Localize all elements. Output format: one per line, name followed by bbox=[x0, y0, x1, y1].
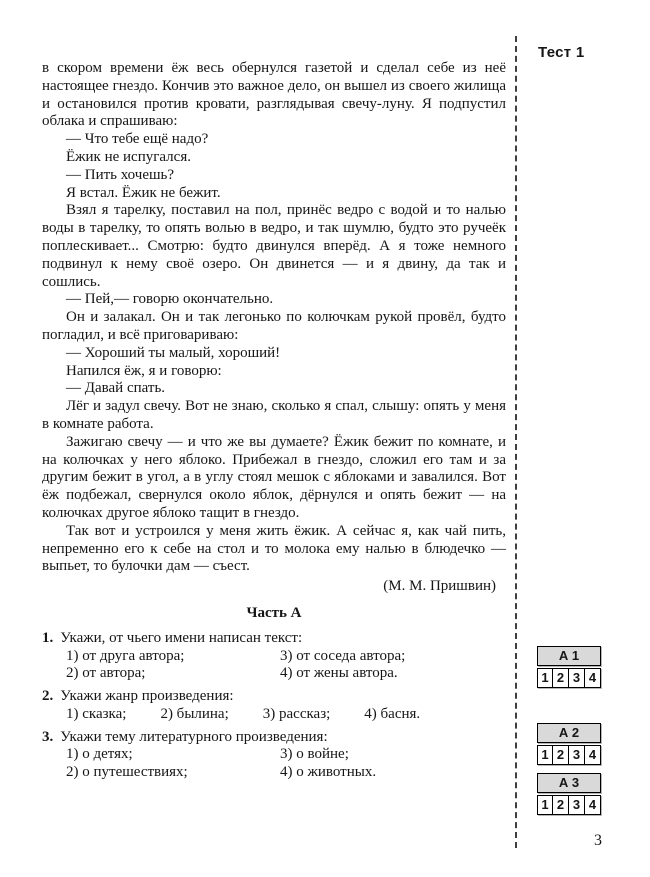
option: 4) от жены автора. bbox=[280, 665, 398, 682]
answer-cell: 4 bbox=[585, 745, 601, 765]
story-paragraph: Взял я тарелку, поставил на пол, принёс ведро с водой и то налью воды в тарелку, то опять волью в ведро, и так шумлю, будто это ручеёк поплескивает... Смотрю: будто двинулся вперёд. А я тоже немного подвинул к нему своё озеро. Он двинется — и я двину, да так и сошлись. bbox=[42, 202, 506, 290]
story-attribution: (М. М. Пришвин) bbox=[383, 578, 496, 595]
question-1-label: Укажи, от чьего имени написан текст: bbox=[60, 629, 303, 646]
answer-box-a2-cells bbox=[537, 745, 601, 765]
story-paragraph: Зажигаю свечу — и что же вы думаете? Ёжик бежит по комнате, и на колючках у него яблоко. Прибежал в гнездо, сложил его там и за другим бежит в угол, а в углу стоял мешок с яблоками и завалился. Вот ёж подбежал, свернулся около яблок, дёрнулся и опять бежит — на колючках другое яблоко тащит в гнездо. bbox=[42, 433, 506, 521]
part-a-title: Часть А bbox=[246, 604, 302, 621]
option: 3) рассказ; bbox=[262, 705, 331, 722]
option: 1) о детях; bbox=[66, 746, 133, 763]
story-paragraph: — Давай спать. bbox=[66, 380, 166, 397]
story-paragraph: Ёжик не испугался. bbox=[66, 148, 191, 165]
option: 3) о войне; bbox=[280, 746, 349, 763]
question-3-number: 3. bbox=[42, 728, 54, 745]
option: 1) от друга автора; bbox=[66, 647, 185, 664]
story-paragraph: — Пей,— говорю окончательно. bbox=[66, 291, 274, 308]
answer-box-a3-label: А 3 bbox=[537, 773, 601, 793]
margin-dashed-divider bbox=[515, 36, 517, 848]
main-text-column bbox=[42, 60, 506, 782]
story-paragraph: — Хороший ты малый, хороший! bbox=[66, 344, 281, 361]
question-1 bbox=[42, 630, 506, 683]
question-2-label: Укажи жанр произведения: bbox=[60, 688, 234, 705]
story-paragraph: Я встал. Ёжик не бежит. bbox=[66, 184, 221, 201]
story-paragraph: Напился ёж, я и говорю: bbox=[66, 362, 222, 379]
answer-cell: 1 bbox=[537, 745, 553, 765]
story-paragraph: — Пить хочешь? bbox=[66, 166, 175, 183]
question-2-text bbox=[42, 688, 506, 706]
answer-cell: 4 bbox=[585, 668, 601, 688]
answer-box-a1-cells bbox=[537, 668, 601, 688]
question-2-number: 2. bbox=[42, 688, 54, 705]
option: 4) басня. bbox=[364, 705, 421, 722]
option: 2) от автора; bbox=[66, 665, 146, 682]
answer-box-a1-label: А 1 bbox=[537, 646, 601, 666]
story-paragraph: в скором времени ёж весь обернулся газетой и сделал себе из неё настоящее гнездо. Кончив это важное дело, он вышел из своего жилища и остановился против кровати, разглядывая свечу-луну. Я подпустил облака и спрашиваю: bbox=[42, 60, 506, 130]
answer-cell: 1 bbox=[537, 795, 553, 815]
question-3-label: Укажи тему литературного произведения: bbox=[60, 728, 328, 745]
question-1-options bbox=[66, 648, 506, 684]
answer-box-a3 bbox=[537, 773, 601, 815]
question-2-options bbox=[66, 706, 506, 724]
option: 2) о путешествиях; bbox=[66, 764, 188, 781]
answer-box-a3-cells bbox=[537, 795, 601, 815]
option: 2) былина; bbox=[160, 705, 229, 722]
option: 3) от соседа автора; bbox=[280, 647, 406, 664]
answer-cell: 3 bbox=[569, 745, 585, 765]
answer-cell: 2 bbox=[553, 795, 569, 815]
answer-cell: 2 bbox=[553, 745, 569, 765]
story-paragraph: Так вот и устроился у меня жить ёжик. А сейчас я, как чай пить, непременно его к себе на стол и то молока ему налью в блюдечко — выпьет, то булочки дам — съест. bbox=[42, 522, 506, 575]
question-3-options bbox=[66, 746, 506, 782]
question-3 bbox=[42, 729, 506, 782]
answer-box-a1 bbox=[537, 646, 601, 688]
test-label: Тест 1 bbox=[538, 44, 585, 61]
story-paragraph: — Что тебе ещё надо? bbox=[66, 131, 209, 148]
answer-box-a2-label: А 2 bbox=[537, 723, 601, 743]
option: 1) сказка; bbox=[66, 705, 127, 722]
page-number: 3 bbox=[594, 832, 602, 849]
question-3-text bbox=[42, 729, 506, 747]
option: 4) о животных. bbox=[280, 764, 377, 781]
question-2 bbox=[42, 688, 506, 724]
answer-cell: 4 bbox=[585, 795, 601, 815]
story-paragraph: Лёг и задул свечу. Вот не знаю, сколько я спал, слышу: опять у меня в комнате работа. bbox=[42, 398, 506, 432]
answer-cell: 3 bbox=[569, 795, 585, 815]
question-1-text bbox=[42, 630, 506, 648]
answer-cell: 2 bbox=[553, 668, 569, 688]
story-paragraph: Он и залакал. Он и так легонько по колючкам рукой провёл, будто погладил, и всё приговариваю: bbox=[42, 309, 506, 343]
question-1-number: 1. bbox=[42, 629, 54, 646]
answer-cell: 3 bbox=[569, 668, 585, 688]
answer-box-a2 bbox=[537, 723, 601, 765]
answer-cell: 1 bbox=[537, 668, 553, 688]
